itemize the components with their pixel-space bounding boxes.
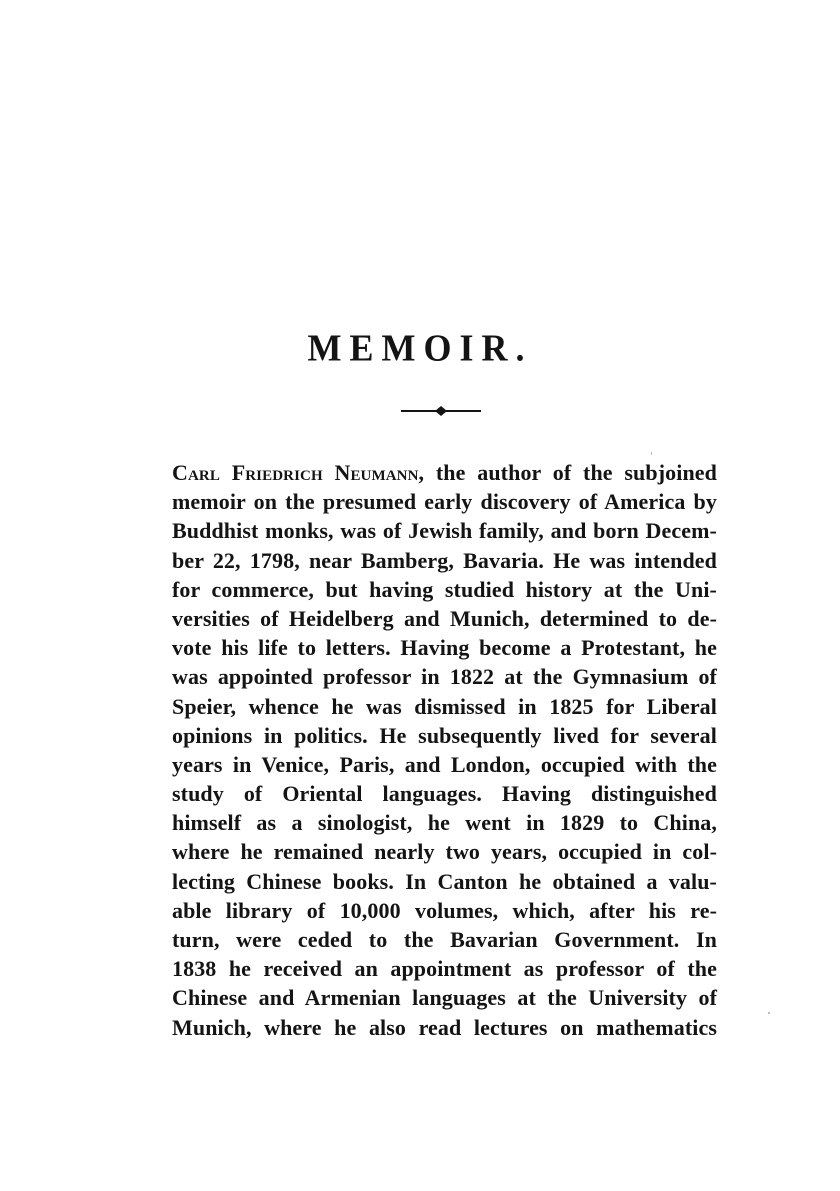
- paragraph-line: where he remained nearly two years, occupied in col-: [172, 839, 717, 865]
- paragraph-line: lecting Chinese books. In Canton he obtained a valu-: [172, 868, 717, 894]
- paragraph-line-1: [172, 458, 717, 487]
- paragraph-line: 1838 he received an appointment as professor of the: [172, 956, 717, 982]
- scan-speck: [768, 1012, 770, 1014]
- paragraph-line: opinions in politics. He subsequently lived for several: [172, 722, 717, 748]
- paragraph-line-1-text: the author of the subjoined: [424, 460, 717, 485]
- paragraph-line: himself as a sinologist, he went in 1829 to China,: [172, 810, 717, 836]
- rule-with-diamond-ornament-icon: [401, 404, 481, 418]
- paragraph-line: years in Venice, Paris, and London, occupied with the: [172, 751, 717, 777]
- paragraph-line: for commerce, but having studied history at the Uni-: [172, 576, 717, 602]
- scan-speck: [651, 452, 652, 455]
- paragraph-line: turn, were ceded to the Bavarian Government. In: [172, 927, 717, 952]
- paragraph-line: vote his life to letters. Having become a Protestant, he: [172, 635, 717, 661]
- paragraph-line: Chinese and Armenian languages at the University of: [172, 985, 717, 1011]
- paragraph-line: ber 22, 1798, near Bamberg, Bavaria. He was intended: [172, 547, 717, 573]
- paragraph-line: Buddhist monks, was of Jewish family, and born Decem-: [172, 518, 717, 544]
- memoir-paragraph: [172, 458, 717, 1042]
- paragraph-line: Munich, where he also read lectures on mathematics: [172, 1014, 717, 1040]
- lead-name: Carl Friedrich Neumann,: [172, 460, 425, 485]
- paragraph-line: was appointed professor in 1822 at the Gymnasium of: [172, 664, 717, 690]
- page-title: MEMOIR.: [307, 327, 533, 369]
- paragraph-line: able library of 10,000 volumes, which, after his re-: [172, 897, 717, 923]
- paragraph-line: versities of Heidelberg and Munich, determined to de-: [172, 605, 717, 631]
- paragraph-line: Speier, whence he was dismissed in 1825 for Liberal: [172, 693, 717, 719]
- paragraph-line: memoir on the presumed early discovery of America by: [172, 489, 717, 515]
- paragraph-line: study of Oriental languages. Having distinguished: [172, 781, 717, 807]
